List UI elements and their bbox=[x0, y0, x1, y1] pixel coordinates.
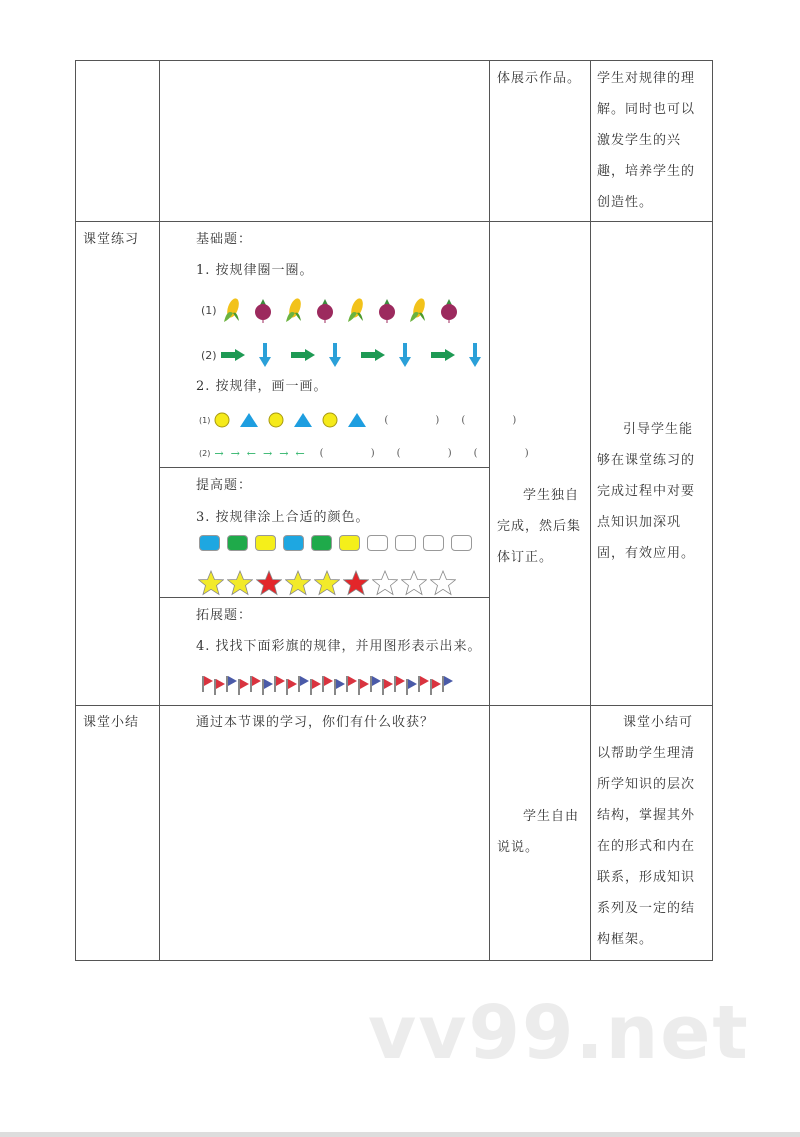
answer-blanks: ( )( ) bbox=[384, 414, 539, 426]
flag-icon bbox=[334, 679, 336, 695]
star-icon bbox=[256, 570, 282, 596]
down-arrow-icon bbox=[259, 343, 271, 367]
question-3: 3. 按规律涂上合适的颜色。 bbox=[196, 510, 370, 525]
row3-intent bbox=[597, 707, 709, 955]
star-icon bbox=[198, 570, 224, 596]
text-line: 学生独自 bbox=[523, 488, 580, 503]
beet-icon bbox=[314, 297, 336, 323]
question-1: 1. 按规律圈一圈。 bbox=[196, 263, 314, 278]
text-line: 点知识加深巩 bbox=[597, 515, 682, 530]
text-line: 够在课堂练习的 bbox=[597, 453, 696, 468]
text-line: 固，有效应用。 bbox=[597, 546, 696, 561]
color-box bbox=[423, 535, 444, 551]
row3-activity bbox=[497, 801, 589, 863]
flag-icon bbox=[442, 676, 444, 692]
text-line: 完成，然后集 bbox=[497, 519, 582, 534]
triangle-icon bbox=[293, 412, 313, 428]
star-icon bbox=[430, 570, 456, 596]
circle-icon bbox=[322, 412, 338, 428]
item-label: (1) bbox=[201, 303, 217, 317]
down-arrow-icon bbox=[469, 343, 481, 367]
flag-icon bbox=[298, 676, 300, 692]
row2-activity bbox=[497, 480, 589, 573]
flag-icon bbox=[322, 676, 324, 692]
row1-activity: 体展示作品。 bbox=[497, 71, 582, 86]
row2-label: 课堂练习 bbox=[83, 232, 140, 247]
corn-icon bbox=[345, 297, 367, 323]
text-line: 课堂小结可 bbox=[623, 715, 694, 730]
question-4: 4. 找找下面彩旗的规律，并用图形表示出来。 bbox=[196, 639, 482, 654]
color-box bbox=[395, 535, 416, 551]
text-line: 说说。 bbox=[497, 840, 540, 855]
text-line: 完成过程中对要 bbox=[597, 484, 696, 499]
text-line: 结构，掌握其外 bbox=[597, 808, 696, 823]
beet-icon bbox=[376, 297, 398, 323]
color-box bbox=[367, 535, 388, 551]
circle-icon bbox=[268, 412, 284, 428]
flag-icon bbox=[286, 679, 288, 695]
text-line: 学生自由 bbox=[523, 809, 580, 824]
text-line: 激发学生的兴 bbox=[597, 133, 682, 148]
row3-label: 课堂小结 bbox=[83, 715, 140, 730]
triangle-icon bbox=[239, 412, 259, 428]
flag-icon bbox=[310, 679, 312, 695]
arrow-row bbox=[201, 343, 501, 367]
color-box bbox=[199, 535, 220, 551]
corn-beet-row bbox=[201, 296, 469, 324]
flag-icon bbox=[202, 676, 204, 692]
circle-icon bbox=[214, 412, 230, 428]
right-arrow-icon: → bbox=[214, 446, 227, 460]
star-icon bbox=[401, 570, 427, 596]
flag-icon bbox=[262, 679, 264, 695]
flag-icon bbox=[370, 676, 372, 692]
answer-blanks: ( )( )( ) bbox=[319, 447, 551, 459]
flag-icon bbox=[418, 676, 420, 692]
star-icon bbox=[227, 570, 253, 596]
triangle-icon bbox=[347, 412, 367, 428]
flag-icon bbox=[406, 679, 408, 695]
text-line: 在的形式和内在 bbox=[597, 839, 696, 854]
flag-icon bbox=[346, 676, 348, 692]
right-arrow-icon: → bbox=[263, 446, 276, 460]
color-box bbox=[339, 535, 360, 551]
text-line: 联系，形成知识 bbox=[597, 870, 696, 885]
flag-icon bbox=[394, 676, 396, 692]
flag-icon bbox=[382, 679, 384, 695]
flag-icon bbox=[250, 676, 252, 692]
beet-icon bbox=[438, 297, 460, 323]
corn-icon bbox=[283, 297, 305, 323]
right-arrow-icon bbox=[291, 349, 315, 361]
star-icon bbox=[343, 570, 369, 596]
item-label: (1) bbox=[199, 415, 211, 425]
basic-heading: 基础题： bbox=[196, 232, 253, 247]
small-arrow-row bbox=[199, 444, 551, 462]
color-stars bbox=[198, 570, 459, 596]
down-arrow-icon bbox=[329, 343, 341, 367]
beet-icon bbox=[252, 297, 274, 323]
text-line: 构框架。 bbox=[597, 932, 654, 947]
star-icon bbox=[285, 570, 311, 596]
advanced-heading: 提高题： bbox=[196, 478, 253, 493]
flag-icon bbox=[274, 676, 276, 692]
left-arrow-icon: ← bbox=[295, 446, 308, 460]
text-line: 以帮助学生理清 bbox=[597, 746, 696, 761]
corn-icon bbox=[407, 297, 429, 323]
flag-icon bbox=[238, 679, 240, 695]
flag-icon bbox=[430, 679, 432, 695]
corn-icon bbox=[221, 297, 243, 323]
extended-heading: 拓展题： bbox=[196, 608, 253, 623]
text-line: 所学知识的层次 bbox=[597, 777, 696, 792]
page-edge bbox=[0, 1132, 800, 1137]
flag-icon bbox=[226, 676, 228, 692]
text-line: 学生对规律的理 bbox=[597, 71, 696, 86]
right-arrow-icon: → bbox=[279, 446, 292, 460]
text-line: 系列及一定的结 bbox=[597, 901, 696, 916]
color-box bbox=[227, 535, 248, 551]
text-line: 引导学生能 bbox=[623, 422, 694, 437]
right-arrow-icon bbox=[361, 349, 385, 361]
right-arrow-icon bbox=[431, 349, 455, 361]
star-icon bbox=[372, 570, 398, 596]
down-arrow-icon bbox=[399, 343, 411, 367]
color-box bbox=[311, 535, 332, 551]
color-box bbox=[451, 535, 472, 551]
flag-icon bbox=[358, 679, 360, 695]
question-2: 2. 按规律，画一画。 bbox=[196, 379, 328, 394]
color-box bbox=[255, 535, 276, 551]
text-line: 解。同时也可以 bbox=[597, 102, 696, 117]
left-arrow-icon: ← bbox=[246, 446, 259, 460]
star-icon bbox=[314, 570, 340, 596]
flag-row bbox=[202, 675, 454, 695]
right-arrow-icon: → bbox=[230, 446, 243, 460]
row1-intent bbox=[597, 63, 709, 218]
watermark: vv99.net bbox=[368, 990, 750, 1076]
text-line: 体订正。 bbox=[497, 550, 554, 565]
row2-intent bbox=[597, 414, 709, 569]
item-label: (2) bbox=[199, 448, 211, 458]
flag-icon bbox=[214, 679, 216, 695]
text-line: 趣，培养学生的 bbox=[597, 164, 696, 179]
text-line: 创造性。 bbox=[597, 195, 654, 210]
color-box bbox=[283, 535, 304, 551]
item-label: (2) bbox=[201, 348, 217, 362]
color-boxes bbox=[199, 535, 479, 551]
shape-row bbox=[199, 410, 538, 430]
right-arrow-icon bbox=[221, 349, 245, 361]
summary-question: 通过本节课的学习，你们有什么收获？ bbox=[196, 715, 435, 730]
